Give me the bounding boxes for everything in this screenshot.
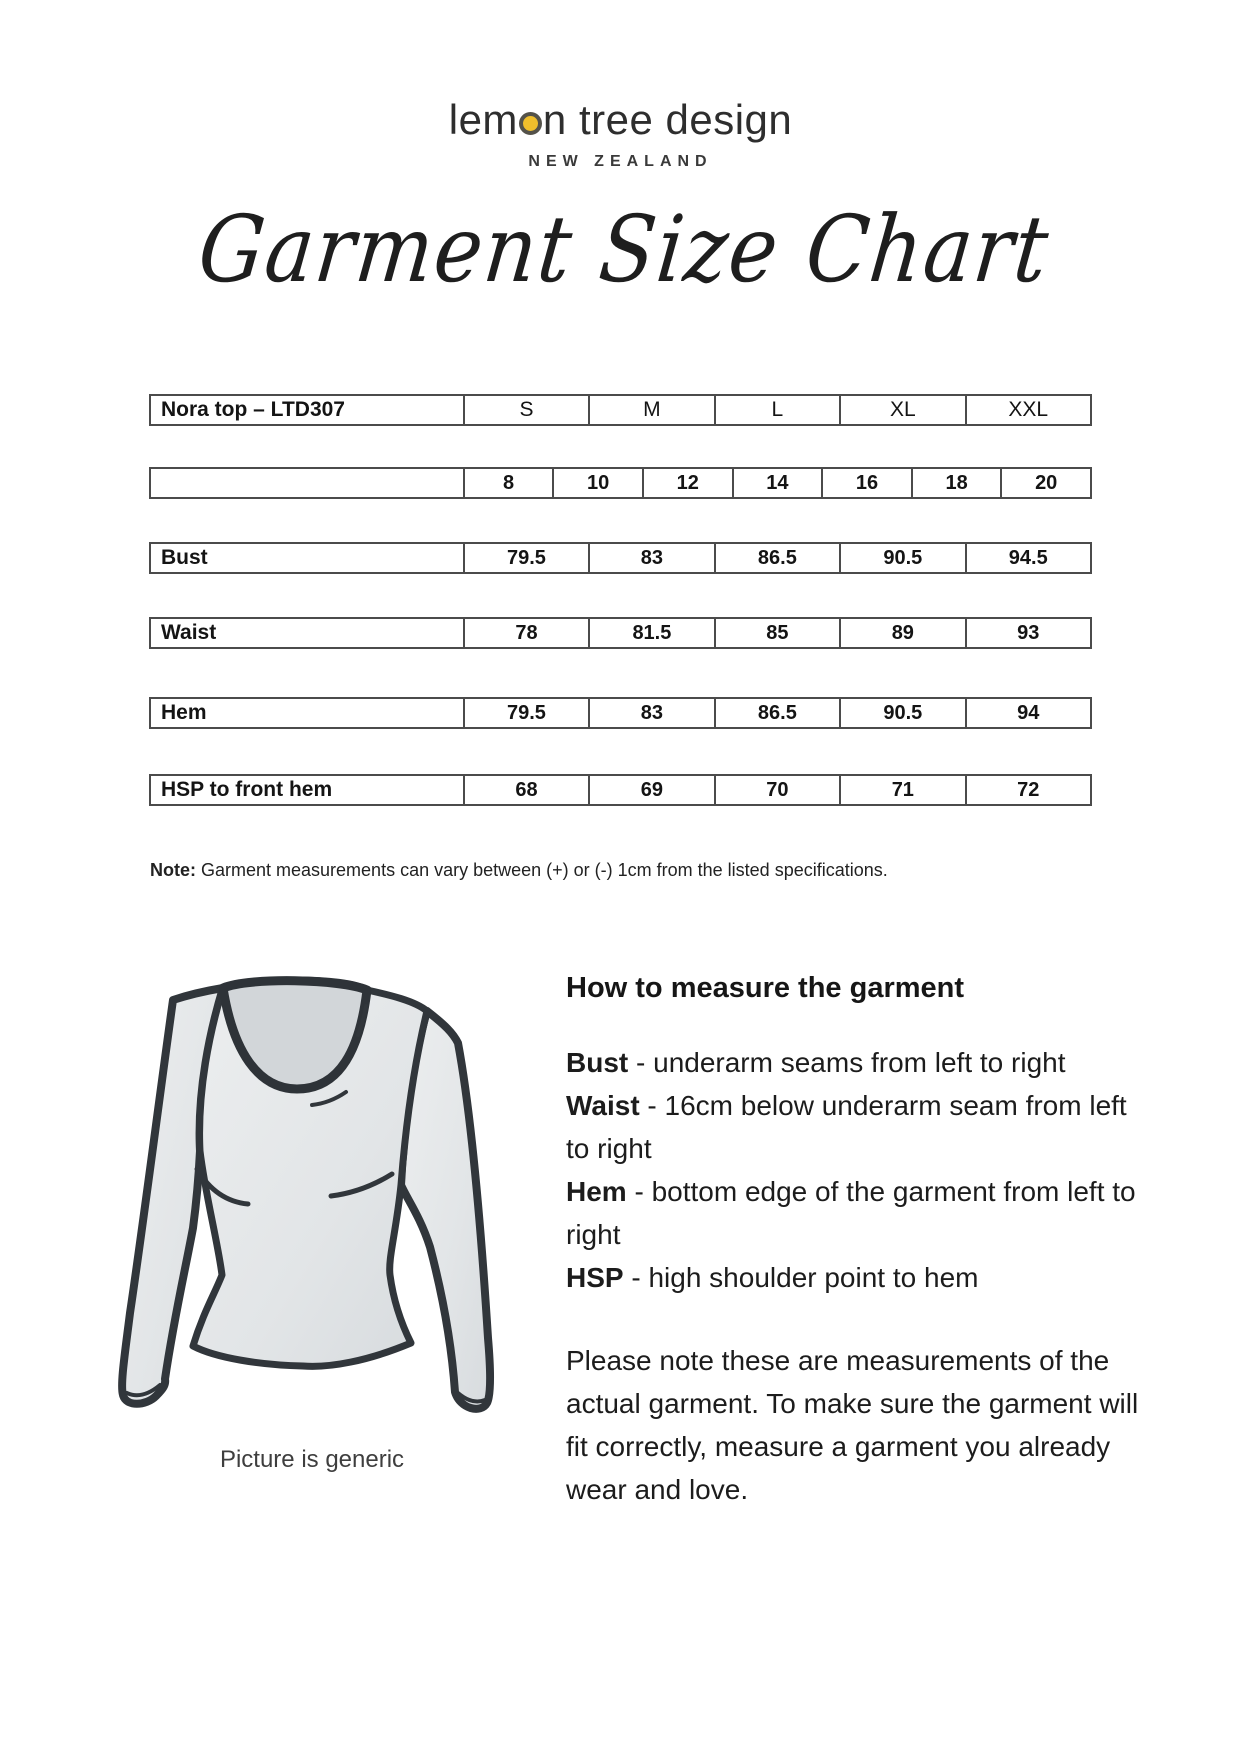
- guide-def-hem: [566, 1170, 1152, 1256]
- measure-value-cell: 94: [965, 699, 1090, 727]
- guide-desc: - underarm seams from left to right: [628, 1047, 1066, 1078]
- numeric-size-cell: 18: [911, 469, 1001, 497]
- measure-value-cell: 68: [463, 776, 588, 804]
- measure-value-cell: 90.5: [839, 699, 964, 727]
- measure-value-cell: 85: [714, 619, 839, 647]
- size-header-cell: S: [463, 396, 588, 424]
- numeric-size-cell: 10: [552, 469, 642, 497]
- size-header-cell: M: [588, 396, 713, 424]
- guide-desc: - high shoulder point to hem: [623, 1262, 979, 1293]
- numeric-size-cell: 12: [642, 469, 732, 497]
- measure-value-cell: 71: [839, 776, 964, 804]
- measure-label-cell: Hem: [161, 701, 207, 724]
- table-row-product: [149, 394, 1092, 426]
- product-name-cell: Nora top – LTD307: [161, 398, 345, 421]
- size-header-cell: L: [714, 396, 839, 424]
- size-header-cell: XXL: [965, 396, 1090, 424]
- guide-desc: - 16cm below underarm seam from left to right: [566, 1090, 1127, 1164]
- measure-value-cell: 70: [714, 776, 839, 804]
- illustration-caption: Picture is generic: [219, 1446, 405, 1473]
- brand-country: NEW ZEALAND: [528, 153, 713, 170]
- empty-label-cell: [151, 469, 463, 497]
- table-row-bust: [149, 542, 1092, 574]
- guide-term: HSP: [566, 1262, 624, 1293]
- size-chart-table: [149, 394, 1092, 808]
- size-header-cell: XL: [839, 396, 964, 424]
- note-text: Garment measurements can vary between (+) or (-) 1cm from the listed specifications.: [196, 860, 888, 880]
- tolerance-note: [150, 860, 888, 881]
- measure-value-cell: 86.5: [714, 544, 839, 572]
- measure-value-cell: 93: [965, 619, 1090, 647]
- measure-value-cell: 81.5: [588, 619, 713, 647]
- measure-value-cell: 86.5: [714, 699, 839, 727]
- guide-def-bust: [566, 1041, 1152, 1084]
- measure-value-cell: 79.5: [463, 699, 588, 727]
- numeric-size-cell: 8: [463, 469, 553, 497]
- numeric-size-cell: 20: [1000, 469, 1090, 497]
- measure-value-cell: 90.5: [839, 544, 964, 572]
- lemon-dot-icon: [519, 112, 542, 135]
- table-row-hsp: [149, 774, 1092, 806]
- table-row-numeric-sizes: [149, 467, 1092, 499]
- page-title: Garment Size Chart: [193, 196, 1055, 303]
- brand-name-prefix: lem: [448, 96, 518, 143]
- brand-logo: [0, 96, 1241, 171]
- guide-term: Bust: [566, 1047, 629, 1078]
- measure-label-cell: HSP to front hem: [161, 778, 333, 801]
- guide-term: Waist: [566, 1090, 640, 1121]
- guide-heading: How to measure the garment: [566, 972, 965, 1004]
- guide-def-hsp: [566, 1256, 1152, 1299]
- brand-name-suffix: n tree design: [542, 96, 793, 143]
- measure-label-cell: Bust: [161, 546, 208, 569]
- measure-value-cell: 89: [839, 619, 964, 647]
- brand-name: [0, 96, 1241, 144]
- measure-value-cell: 78: [463, 619, 588, 647]
- numeric-size-cell: 14: [732, 469, 822, 497]
- guide-def-waist: [566, 1084, 1152, 1170]
- measure-value-cell: 94.5: [965, 544, 1090, 572]
- guide-paragraph: Please note these are measurements of the actual garment. To make sure the garment will fit correctly, measure a garment you already wear and love.: [566, 1345, 1139, 1505]
- guide-term: Hem: [566, 1176, 627, 1207]
- long-sleeve-top-drawing: [100, 973, 500, 1418]
- guide-desc: - bottom edge of the garment from left to right: [566, 1176, 1136, 1250]
- note-label: Note:: [150, 860, 196, 880]
- measure-value-cell: 83: [588, 544, 713, 572]
- numeric-size-cell: 16: [821, 469, 911, 497]
- table-row-waist: [149, 617, 1092, 649]
- measure-guide: [566, 972, 1152, 1511]
- measure-label-cell: Waist: [161, 621, 217, 644]
- measure-value-cell: 69: [588, 776, 713, 804]
- garment-illustration: [100, 973, 500, 1418]
- table-row-hem: [149, 697, 1092, 729]
- measure-value-cell: 83: [588, 699, 713, 727]
- measure-value-cell: 72: [965, 776, 1090, 804]
- measure-value-cell: 79.5: [463, 544, 588, 572]
